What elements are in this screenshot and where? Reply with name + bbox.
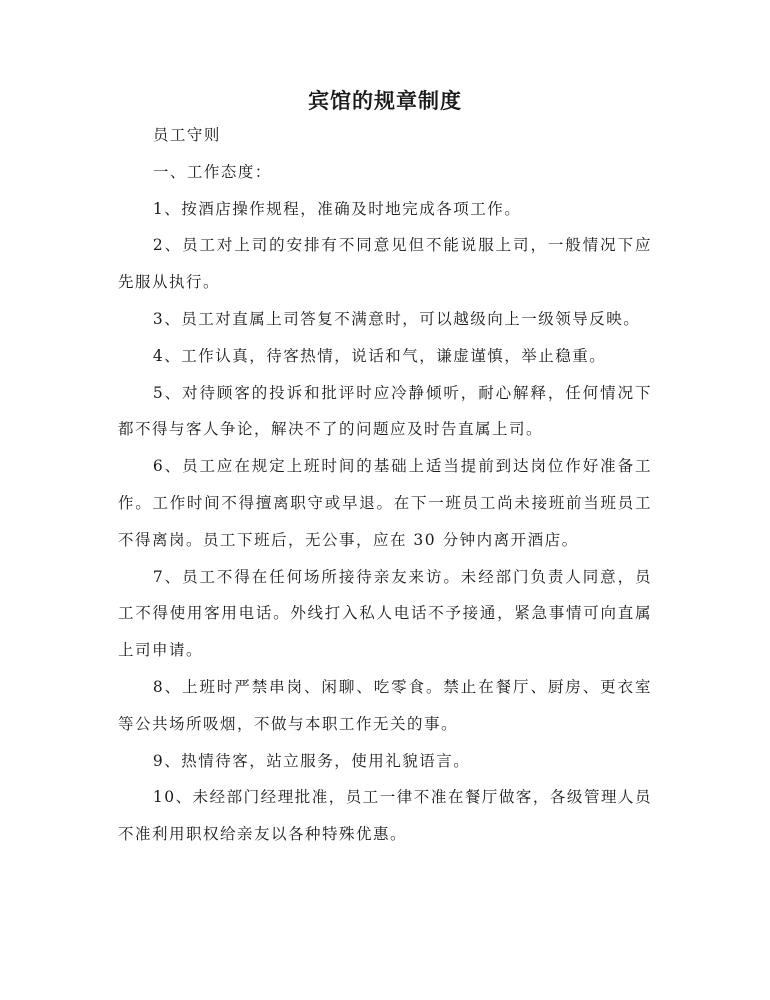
subsection-heading: 一、工作态度：: [152, 162, 272, 181]
document-title: 宾馆的规章制度: [308, 89, 462, 113]
rule-item-1: 1、按酒店操作规程，准确及时地完成各项工作。: [152, 199, 522, 218]
rule-item-7: 7、员工不得在任何场所接待亲友来访。未经部门负责人同意，员工不得使用客用电话。外线打入私人电话不予接通，紧急事情可向直属上司申请。: [118, 567, 652, 660]
rule-item-5: 5、对待顾客的投诉和批评时应冷静倾听，耐心解释，任何情况下都不得与客人争论，解决不了的问题应及时告直属上司。: [118, 383, 652, 439]
rule-item-3: 3、员工对直属上司答复不满意时，可以越级向上一级领导反映。: [152, 309, 641, 328]
rule-item-10: 10、未经部门经理批准，员工一律不准在餐厅做客，各级管理人员不准利用职权给亲友以各种特殊优惠。: [118, 788, 652, 844]
rule-item-9: 9、热情待客，站立服务，使用礼貌语言。: [152, 751, 471, 770]
document-body: [118, 117, 652, 853]
rule-item-6: 6、员工应在规定上班时间的基础上适当提前到达岗位作好准备工作。工作时间不得擅离职守或早退。在下一班员工尚未接班前当班员工不得离岗。员工下班后，无公事，应在 30 分钟内离开酒店。: [118, 457, 652, 549]
section-heading: 员工守则: [152, 126, 221, 144]
rule-item-8: 8、上班时严禁串岗、闲聊、吃零食。禁止在餐厅、厨房、更衣室等公共场所吸烟，不做与本职工作无关的事。: [118, 677, 652, 733]
rule-item-4: 4、工作认真，待客热情，说话和气，谦虚谨慎，举止稳重。: [152, 346, 607, 365]
rule-item-2: 2、员工对上司的安排有不同意见但不能说服上司，一般情况下应先服从执行。: [118, 236, 652, 292]
